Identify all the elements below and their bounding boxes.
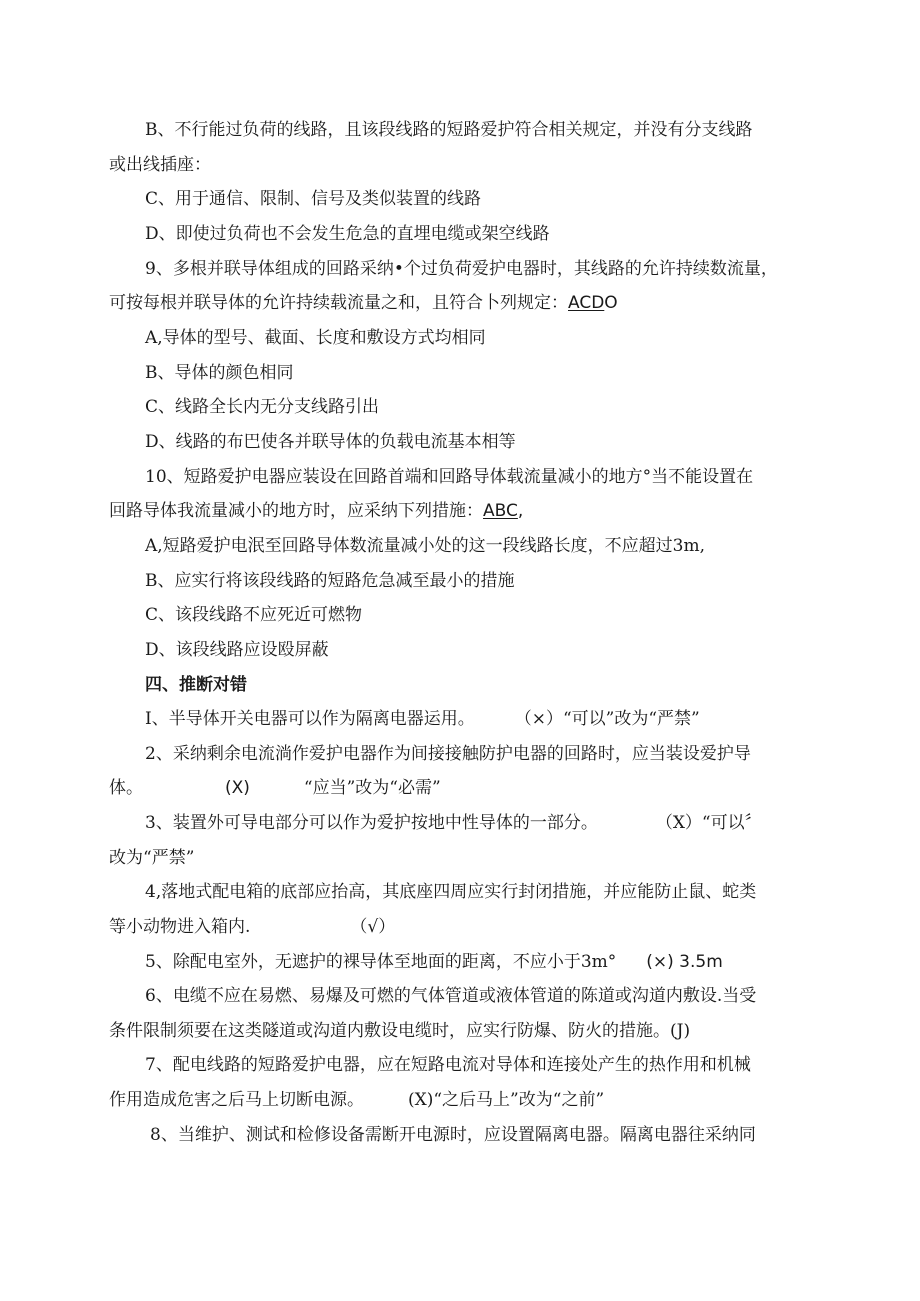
judge-7-answer: (X)“之后马上”改为“之前” xyxy=(408,1090,605,1110)
question-10-answer: ABC xyxy=(483,501,518,521)
judge-4-answer: （√） xyxy=(350,917,396,937)
judge-5 xyxy=(145,951,723,973)
judge-2-mark: (X) xyxy=(225,778,250,798)
question-9-tail: O xyxy=(604,293,618,313)
q10-option-c: C、该段线路不应死近可燃物 xyxy=(145,605,363,625)
q9-option-c: C、线路全长内无分支线路引出 xyxy=(145,397,380,417)
judge-4-end: 等小动物进入箱内. xyxy=(109,917,251,937)
judge-7: 7、配电线路的短路爱护电器，应在短路电流对导体和连接处产生的热作用和机械 xyxy=(145,1055,751,1075)
judge-1-answer: （×）“可以”改为“严禁” xyxy=(514,709,700,729)
question-10-tail: , xyxy=(517,501,524,521)
option-c-text: C、用于通信、限制、信号及类似装置的线路 xyxy=(145,189,482,209)
section-heading: 四、推断对错 xyxy=(145,675,247,695)
q9-option-b: B、导体的颜色相同 xyxy=(145,363,294,383)
question-10-text: 10、短路爱护电器应装设在回路首端和回路导体载流量减小的地方°当不能设置在 xyxy=(145,467,754,487)
judge-3-statement: 3、装置外可导电部分可以作为爱护按地中性导体的一部分。 xyxy=(145,813,598,833)
judge-2-correction: “应当”改为“必需” xyxy=(303,778,441,798)
question-9-text: 9、多根并联导体组成的回路采纳•个过负荷爱护电器时，其线路的允许持续数流量， xyxy=(145,259,778,279)
option-b-continuation: 或出线插座： xyxy=(109,155,211,175)
judge-3-answer: （X）“可以〞 xyxy=(655,813,762,833)
judge-6-continuation: 条件限制须要在这类隧道或沟道内敷设电缆时，应实行防爆、防火的措施。(J) xyxy=(109,1021,691,1041)
q9-option-a: A,导体的型号、截面、长度和敷设方式均相同 xyxy=(145,328,486,348)
judge-1-statement: I、半导体开关电器可以作为隔离电器运用。 xyxy=(145,709,475,729)
q10-option-b: B、应实行将该段线路的短路危急减至最小的措施 xyxy=(145,571,515,591)
judge-2: 2、采纳剩余电流淌作爱护电器作为间接接触防护电器的回路时，应当装设爱护导 xyxy=(145,744,751,764)
judge-7-end: 作用造成危害之后马上切断电源。 xyxy=(109,1090,364,1110)
q9-option-d: D、线路的布巴使各并联导体的负载电流基本相等 xyxy=(145,432,516,452)
option-b-text: B、不行能过负荷的线路，且该段线路的短路爱护符合相关规定，并没有分支线路 xyxy=(145,120,753,140)
judge-5-answer: (×) 3.5m xyxy=(646,952,723,972)
question-9-prompt: 可按每根并联导体的允许持续载流量之和，且符合卜列规定： xyxy=(109,293,568,313)
judge-3-continuation: 改为“严禁” xyxy=(109,848,195,868)
question-10-continuation xyxy=(109,500,523,522)
question-10-prompt: 回路导体我流量减小的地方时，应采纳下列措施： xyxy=(109,501,483,521)
question-9-continuation xyxy=(109,292,618,314)
q10-option-d: D、该段线路应设殴屏蔽 xyxy=(145,640,329,660)
judge-2-continuation xyxy=(109,777,441,799)
judge-7-continuation xyxy=(109,1089,604,1111)
judge-8: 8、当维护、测试和检修设备需断开电源时，应设置隔离电器。隔离电器往采纳同 xyxy=(150,1125,756,1145)
option-d-text: D、即使过负荷也不会发生危急的直埋电缆或架空线路 xyxy=(145,224,550,244)
judge-4: 4,落地式配电箱的底部应抬高，其底座四周应实行封闭措施，并应能防止鼠、蛇类 xyxy=(145,882,757,902)
judge-4-continuation xyxy=(109,916,395,938)
judge-5-statement: 5、除配电室外，无遮护的裸导体至地面的距离，不应小于3m° xyxy=(145,952,617,972)
judge-2-end: 体。 xyxy=(109,778,143,798)
judge-1 xyxy=(145,708,700,730)
q10-option-a: A,短路爱护电泯至回路导体数流量减小处的这一段线路长度，不应超过3m, xyxy=(145,536,706,556)
judge-3 xyxy=(145,812,762,834)
judge-6: 6、电缆不应在易燃、易爆及可燃的气体管道或液体管道的陈道或沟道内敷设.当受 xyxy=(145,986,757,1006)
question-9-answer: ACD xyxy=(568,293,605,313)
